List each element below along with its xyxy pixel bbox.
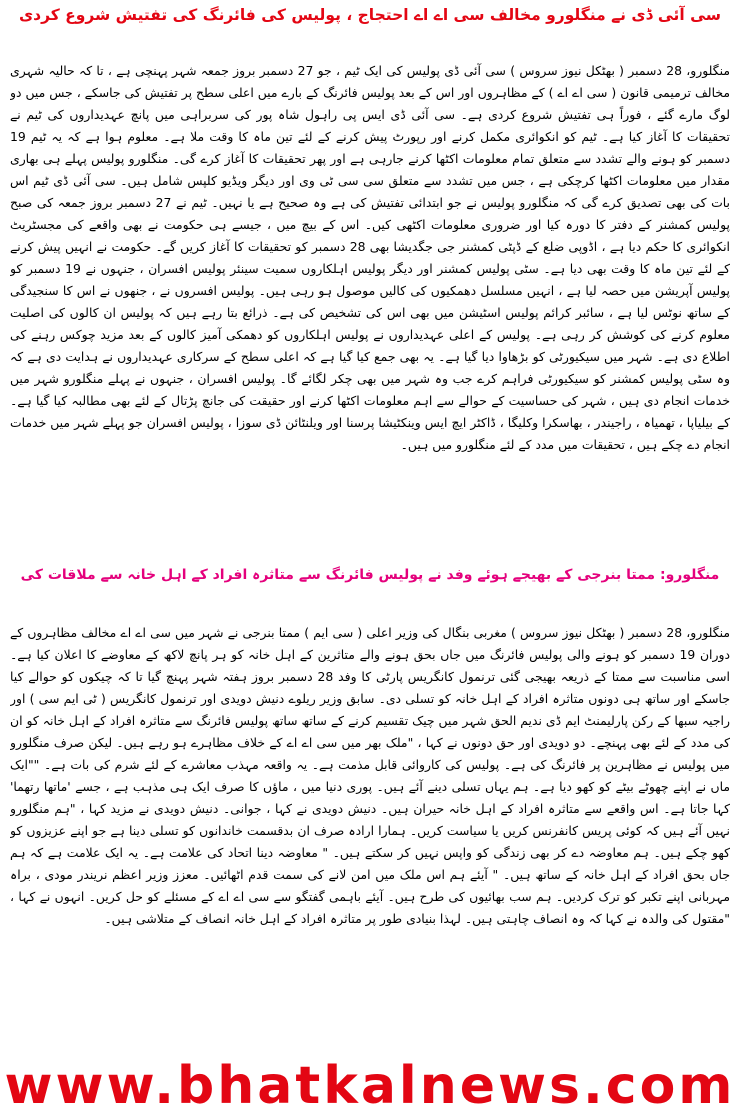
website-footer-link[interactable]: www.bhatkalnews.com: [4, 1056, 736, 1116]
article-2-headline: منگلورو: ممتا بنرجی کے بھیجے ہوئے وفد نے پولیس فائرنگ سے متاثرہ افراد کے اہل خانہ سے ملاقات کی: [20, 567, 720, 583]
article-1-body: منگلورو، 28 دسمبر ( بھٹکل نیوز سروس ) سی آئی ڈی پولیس کی ایک ٹیم ، جو 27 دسمبر بروز جمعہ شہر پہنچی ہے ، تا کہ حالیہ شہری مخالف ترمیمی قانون ( سی اے اے ) کے مظاہروں اور اس کے بعد پولیس فائرنگ کے بارے میں اعلی سطح پر تفتیش کی جاسکے ، جس میں دو لوگ مارے گئے ، فوراً ہی تفتیش شروع کردی ہے۔ سی آئی ڈی ایس پی راہول شاہ پور کی سربراہی میں پانچ عہدیداروں کی ٹیم نے تحقیقات کا آغاز کیا ہے۔ ٹیم کو انکوائری مکمل کرنے اور رپورٹ پیش کرنے کے لئے تین ماہ کا وقت ملا ہے۔ معلوم ہوا ہے کہ یہ ٹیم 19 دسمبر کو ہونے والے تشدد سے متعلق تمام معلومات اکٹھا کرنے جارہی ہے اور پھر تحقیقات کا آغاز کرے گی۔ منگلورو پولیس پہلے ہی بھاری مقدار میں معلومات اکٹھا کرچکی ہے ، جس میں تشدد سے متعلق سی سی ٹی وی اور دیگر ویڈیو کلپس شامل ہیں۔ سی آئی ڈی ٹیم اس بات کی بھی تصدیق کرے گی کہ منگلورو پولیس نے جو ابتدائی تفتیش کی ہے وہ صحیح ہے یا نہیں۔ ٹیم نے 27 دسمبر بروز جمعہ کی صبح پولیس کمشنر کے دفتر کا دورہ کیا اور ضروری معلومات اکٹھی کیں۔ اس کے بیچ میں ، جیسے ہی حکومت نے بھی واقعے کی مجسٹریٹ انکوائری کا حکم دیا ہے ، اڈوپی ضلع کے ڈپٹی کمشنر جی جگدیشا بھی 28 دسمبر کو تحقیقات کا آغاز کریں گے۔ حکومت نے انہیں پیش کرنے کے لئے تین ماہ کا وقت بھی دیا ہے۔ سٹی پولیس کمشنر اور دیگر پولیس اہلکاروں سمیت سینئر پولیس افسران ، جنہوں نے 19 دسمبر کو پولیس آپریشن میں حصہ لیا ہے ، انہیں مسلسل دھمکیوں کی کالیں موصول ہو رہی ہیں۔ پولیس افسروں نے ، جنھوں نے اس کا سنجیدگی کے ساتھ نوٹس لیا ہے ، سائبر کرائم پولیس اسٹیشن میں بھی اس کی تشخیص کی ہے۔ ذرائع بتا رہے ہیں کہ پولیس ان کالوں کی اصلیت معلوم کرنے کی کوشش کر رہی ہے۔ پولیس کے اعلی عہدیداروں نے پولیس اہلکاروں کو دھمکی آمیز کالوں کے بعد مزید چوکس رہنے کی اطلاع دی ہے۔ شہر میں سیکیورٹی کو بڑھاوا دیا گیا ہے۔ یہ بھی جمع کیا گیا ہے کہ اعلی سطح کے سرکاری عہدیداروں نے ہدایت دی ہے کہ وہ سٹی پولیس کمشنر کو سیکیورٹی فراہم کرے جب وہ شہر میں بھی چکر لگائے گا۔ پولیس افسران ، جنہوں نے پہلے منگلورو شہر میں خدمات انجام دی ہیں ، شہر کی حساسیت کے حوالے سے اہم معلومات اکٹھا کرنے اور حقیقت کی جانچ پڑتال کے لئے بھی مطالبہ کیا گیا ہے۔ کے بیلیاپا ، تھمیاہ ، راجیندر ، بھاسکرا وکلیگا ، ڈاکٹر ایچ ایس وینکٹیشا پرسنا اور ویلنٹائن ڈی سوزا ، پولیس افسران جو پہلے شہر میں خدمات انجام دے چکے ہیں ، تحقیقات میں مدد کے لئے منگلورو میں ہیں۔: [10, 63, 730, 452]
article-1-headline: سی آئی ڈی نے منگلورو مخالف سی اے اے احتجاج ، پولیس کی فائرنگ کی تفتیش شروع کردی: [18, 6, 722, 24]
article-2-body: منگلورو، 28 دسمبر ( بھٹکل نیوز سروس ) مغربی بنگال کی وزیر اعلی ( سی ایم ) ممتا بنرجی نے شہر میں سی اے اے مخالف مظاہروں کے دوران 19 دسمبر کو ہونے والی پولیس فائرنگ میں جاں بحق ہونے والے متاثرین کے اہل خانہ کو ہر پانچ لاکھ کے معاوضے کا اعلان کیا ہے۔ اسی مناسبت سے ممتا کے ذریعہ بھیجی گئی ترنمول کانگریس پارٹی کا وفد 28 دسمبر بروز ہفتہ شہر پہنچ گیا تا کہ چیکوں کو حوالے کیا جاسکے اور ساتھ ہی دونوں متاثرہ افراد کے اہل خانہ کو تسلی دی۔ سابق وزیر ریلوے دنیش دویدی اور ترنمول کانگریس ( ٹی ایم سی ) اور راجیہ سبھا کے رکن پارلیمنٹ ایم ڈی ندیم الحق شہر میں چیک تقسیم کرنے کے ساتھ ساتھ پولیس فائرنگ سے متاثرہ افراد کے اہل خانہ کو ان کی مدد کے لئے بھی پہنچے۔ دو دویدی اور حق دونوں نے کہا ، "ملک بھر میں سی اے اے کے خلاف مظاہرے ہو رہے ہیں۔ لیکن صرف منگلورو میں پولیس نے مظاہرین پر فائرنگ کی ہے۔ پولیس کی کاروائی قابل مذمت ہے۔ یہ واقعہ مہذب معاشرے کے لئے شرم کی بات ہے۔ ""ایک ماں نے اپنے چھوٹے بیٹے کو کھو دیا ہے۔ ہم یہاں تسلی دینے آئے ہیں۔ پوری دنیا میں ، ماؤں کا صرف ایک ہی مذہب ہے ، جسے 'ماتھا رتھما' کہا جاتا ہے۔ اس واقعے سے متاثرہ افراد کے اہل خانہ حیران ہیں۔ دنیش دویدی نے کہا ، جوانی۔ دنیش دویدی نے مزید کہا ، "ہم منگلورو نہیں آئے ہیں کہ کوئی پریس کانفرنس کریں یا سیاست کریں۔ ہمارا ارادہ صرف ان بدقسمت خاندانوں کو تسلی دینا ہے جو اپنے عزیزوں کو کھو چکے ہیں۔ ہم معاوضہ دے کر بھی زندگی کو واپس نہیں کر سکتے ہیں۔ " معاوضہ دینا اتحاد کی علامت ہے۔ یہ ایک علامت ہے کہ ہم جاں بحق افراد کے اہل خانہ کے ساتھ ہیں۔ " آیئے ہم اس ملک میں امن لانے کی سمت قدم اٹھائیں۔ معزز وزیر اعظم نریندر مودی ، براہ مہربانی اپنے تکبر کو ترک کردیں۔ ہم سب بھائیوں کی طرح ہیں۔ آیئے باہمی گفتگو سے سی اے اے کے مسئلے کو حل کریں۔ انہوں نے کہا ، "مقتول کی والدہ نے کہا کہ وہ انصاف چاہتی ہیں۔ لہذا بنیادی طور پر متاثرہ افراد کے اہل خانہ انصاف کے متلاشی ہیں۔: [10, 625, 730, 926]
